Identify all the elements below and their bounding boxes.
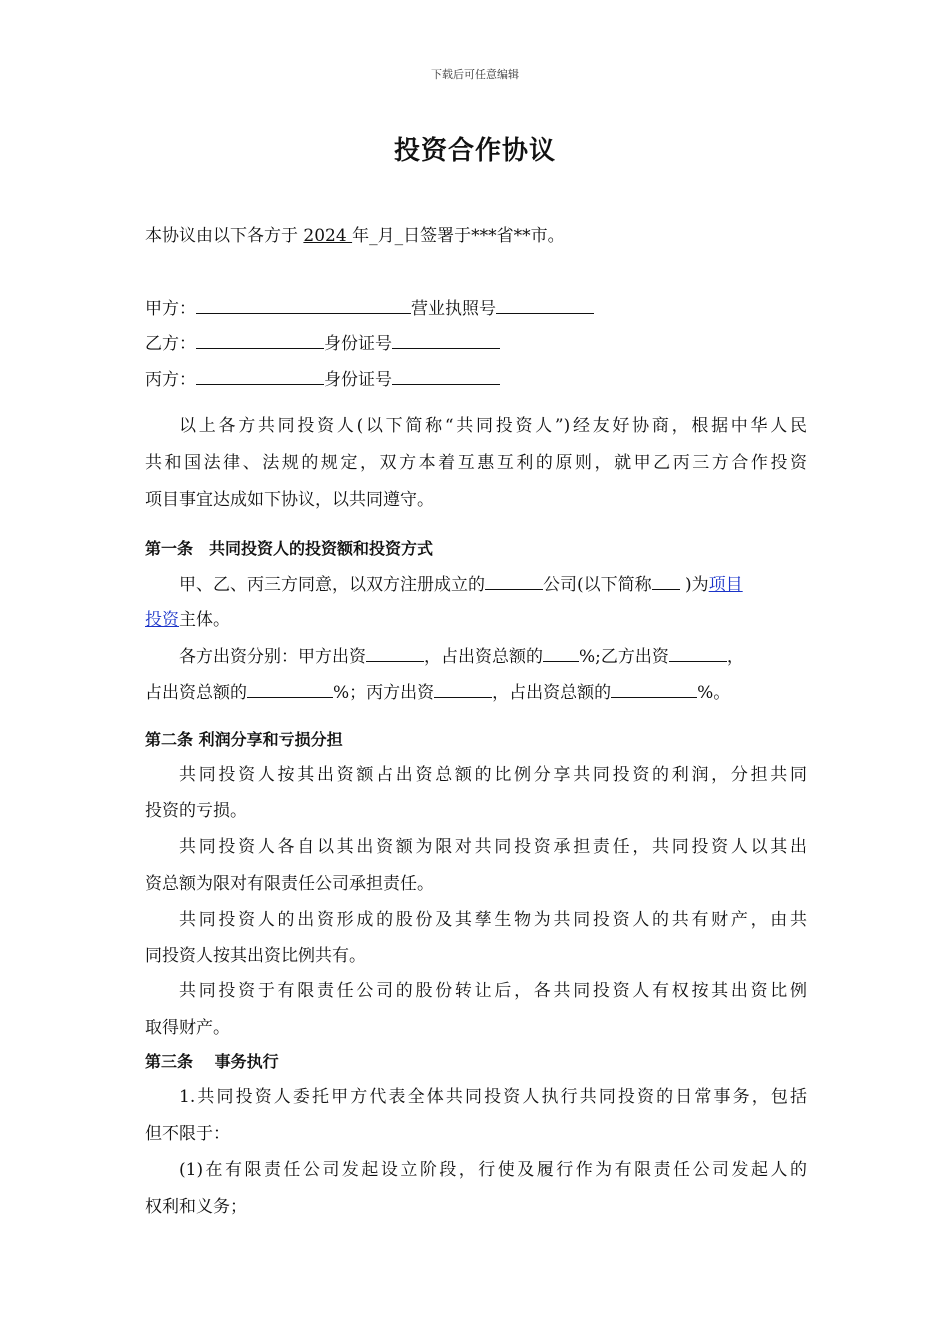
article1-p3-c: ，占出资总额的 [492,683,612,703]
company-short-name-blank[interactable] [652,573,680,590]
article2-line-3: 共同投资人各自以其出资额为限对共同投资承担责任，共同投资人以其出 [179,837,807,857]
article2-line-8: 取得财产。 [145,1018,230,1038]
article3-line-1: 1.共同投资人委托甲方代表全体共同投资人执行共同投资的日常事务，包括 [179,1087,807,1107]
article1-p1-line1 [145,573,807,595]
bing-amount-blank[interactable] [434,681,492,698]
header-note: 下载后可任意编辑 [431,68,519,81]
article3-heading: 第三条 事务执行 [145,1052,279,1071]
article1-heading: 第一条 共同投资人的投资额和投资方式 [145,539,434,558]
party-jia-line [145,297,807,319]
article3-line-4: 权利和义务； [145,1197,247,1217]
intro-before: 本协议由以下各方于 [145,226,304,246]
article1-p3-line [145,681,807,703]
intro-year: 2024 [303,226,353,246]
article1-p1-c: )为 [679,575,709,595]
party-jia-id-label: 营业执照号 [411,299,496,319]
party-yi-line [145,332,807,354]
preamble-line-1: 以上各方共同投资人(以下简称“共同投资人”)经友好协商，根据中华人民 [179,416,807,436]
party-bing-name-blank[interactable] [196,368,324,385]
party-bing-id-label: 身份证号 [324,370,392,390]
party-jia-name-blank[interactable] [196,297,411,314]
project-link[interactable]: 项目 [708,575,743,595]
bing-percent-blank[interactable] [611,681,697,698]
intro-after: 年_月_日签署于***省**市。 [352,226,565,246]
article3-line-2: 但不限于： [145,1124,230,1144]
party-yi-id-blank[interactable] [392,332,500,349]
yi-percent-blank[interactable] [247,681,333,698]
party-bing-id-blank[interactable] [392,368,500,385]
article1-p1-b: 公司(以下简称 [543,575,652,595]
jia-amount-blank[interactable] [366,645,424,662]
party-bing-label: 丙方： [145,370,196,390]
article1-p1-line2 [145,610,807,630]
jia-percent-blank[interactable] [543,645,579,662]
intro-line [145,226,807,246]
article1-p2-a: 各方出资分别：甲方出资 [179,647,366,667]
article2-line-4: 资总额为限对有限责任公司承担责任。 [145,874,434,894]
article1-p1-d: 主体。 [179,610,230,630]
article1-p2-d: ， [726,647,744,667]
document-title: 投资合作协议 [393,136,556,166]
party-jia-label: 甲方： [145,299,196,319]
yi-amount-blank[interactable] [669,645,727,662]
party-jia-id-blank[interactable] [496,297,594,314]
article1-p3-d: %。 [697,683,731,703]
preamble-line-2: 共和国法律、法规的规定，双方本着互惠互利的原则，就甲乙丙三方合作投资 [145,453,807,473]
article1-p1-a: 甲、乙、丙三方同意，以双方注册成立的 [179,575,485,595]
party-yi-label: 乙方： [145,334,196,354]
article1-p2-c: %;乙方出资 [579,647,669,667]
article1-p2-b: ，占出资总额的 [424,647,543,667]
article2-line-6: 同投资人按其出资比例共有。 [145,946,366,966]
article1-p3-b: %；丙方出资 [333,683,435,703]
article2-heading: 第二条 利润分享和亏损分担 [145,730,343,749]
investment-link[interactable]: 投资 [145,610,179,630]
article2-line-2: 投资的亏损。 [145,801,247,821]
article3-line-3: (1)在有限责任公司发起设立阶段，行使及履行作为有限责任公司发起人的 [179,1160,807,1180]
article1-p2-line1 [145,645,807,667]
preamble-line-3: 项目事宜达成如下协议，以共同遵守。 [145,490,434,510]
article2-line-7: 共同投资于有限责任公司的股份转让后，各共同投资人有权按其出资比例 [179,981,807,1001]
article2-line-1: 共同投资人按其出资额占出资总额的比例分享共同投资的利润，分担共同 [179,765,807,785]
article2-line-5: 共同投资人的出资形成的股份及其孳生物为共同投资人的共有财产，由共 [179,910,807,930]
company-name-blank[interactable] [485,573,543,590]
party-bing-line [145,368,807,390]
party-yi-name-blank[interactable] [196,332,324,349]
article1-p3-a: 占出资总额的 [145,683,247,703]
party-yi-id-label: 身份证号 [324,334,392,354]
